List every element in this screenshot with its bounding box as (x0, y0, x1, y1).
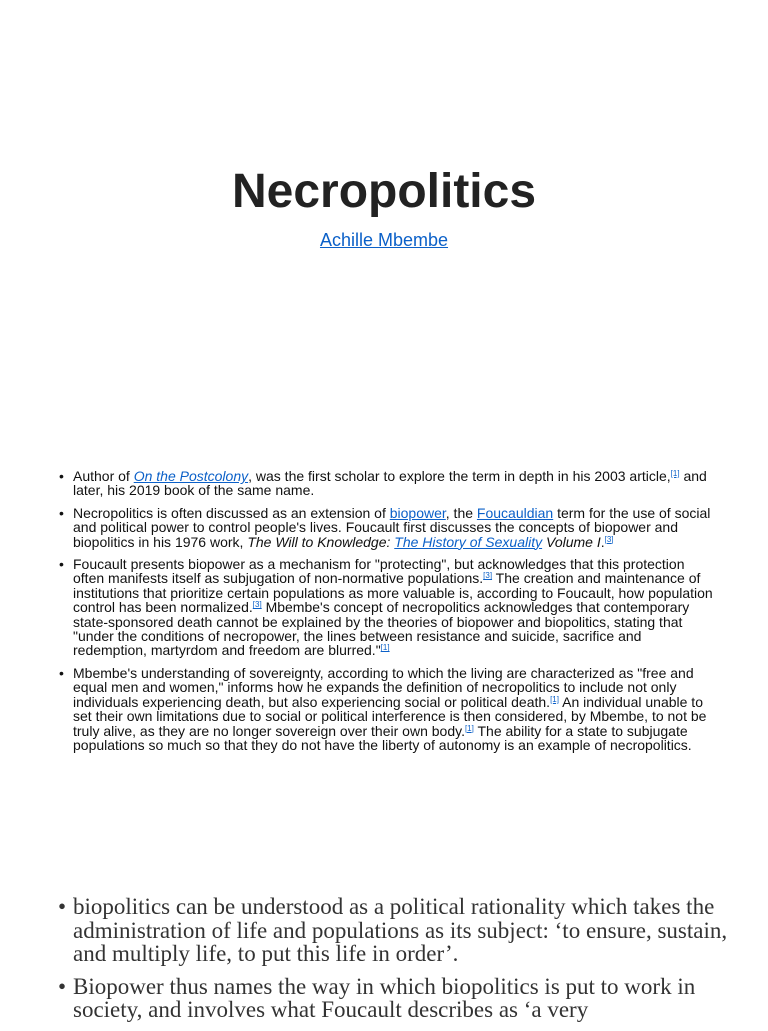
bullet-text: term for the use of social and political power to control people's lives. Foucault first discusses the concepts of biopower and biopolitics in his 1976 work, (73, 504, 711, 550)
slide-2-bullet-list (58, 895, 738, 1031)
inline-link[interactable]: The History of Sexuality (394, 533, 543, 550)
citation-ref[interactable]: [1] (464, 723, 474, 733)
inline-link[interactable]: biopower (389, 504, 446, 521)
bullet-item (58, 557, 713, 658)
bullet-text: Foucault presents biopower as a mechanism for "protecting", but acknowledges that this protection often manifests itself as subjugation of non-normative populations. (73, 556, 685, 587)
slide-2-bullet-item: • Biopower thus names the way in which biopolitics is put to work in society, and involves what Foucault describes as ‘a very (58, 975, 738, 1022)
bullet-item (58, 469, 713, 498)
bullet-text: Author of (73, 468, 134, 484)
bullet-text: , was the first scholar to explore the term in depth in his 2003 article, (248, 468, 671, 484)
bullet-list (58, 469, 713, 760)
page-title: Necropolitics (231, 165, 537, 218)
bullet-item (58, 506, 713, 549)
bullet-text: Mbembe's understanding of sovereignty, according to which the living are characterized as "free and equal men and women," informs how he expands the definition of necropolitics to include not only individuals experiencing death, but also experiencing social or political death. (73, 664, 694, 710)
author-line (0, 229, 768, 251)
citation-ref[interactable]: [3] (252, 600, 262, 610)
citation-ref[interactable]: [1] (380, 643, 390, 653)
bullet-text: The ability for a state to subjugate populations so much so that they do not have the liberty of autonomy is an example of necropolitics. (73, 722, 692, 753)
bullet-text: , the (445, 504, 477, 521)
italic-text: The Will to Knowledge: (247, 533, 395, 550)
bullet-text: Necropolitics is often discussed as an extension of (73, 504, 390, 521)
italic-text: Volume I (542, 533, 601, 550)
bullet-text: The creation and maintenance of institutions that prioritize certain populations as more valuable is, according to Foucault, how population control has been normalized. (73, 570, 713, 616)
bullet-text: . (600, 533, 605, 550)
inline-link[interactable]: On the Postcolony (133, 468, 249, 484)
citation-ref[interactable]: [1] (550, 694, 559, 704)
inline-link[interactable]: Foucauldian (476, 504, 554, 521)
author-link[interactable]: Achille Mbembe (319, 230, 449, 250)
bullet-item (58, 666, 713, 752)
citation-ref[interactable]: [3] (483, 571, 493, 581)
bullet-text: and later, his 2019 book of the same name. (73, 468, 707, 499)
bullet-text: Mbembe's concept of necropolitics acknowledges that contemporary state-sponsored death cannot be explained by the theories of biopower and biopolitics, stating that "under the conditions of necropower, the lines between resistance and suicide, sacrifice and redemption, martyrdom and freedom are blurred." (73, 599, 690, 659)
citation-ref[interactable]: [3] (604, 534, 614, 544)
bullet-text: An individual unable to set their own limitations due to social or political interference is then considered, by Mbembe, to not be truly alive, as they are no longer sovereign over their own body. (73, 693, 707, 739)
citation-ref[interactable]: [1] (670, 469, 680, 478)
slide-2-bullet-item: • biopolitics can be understood as a political rationality which takes the administration of life and populations as its subject: ‘to ensure, sustain, and multiply life, to put this life in order’. (58, 895, 738, 966)
